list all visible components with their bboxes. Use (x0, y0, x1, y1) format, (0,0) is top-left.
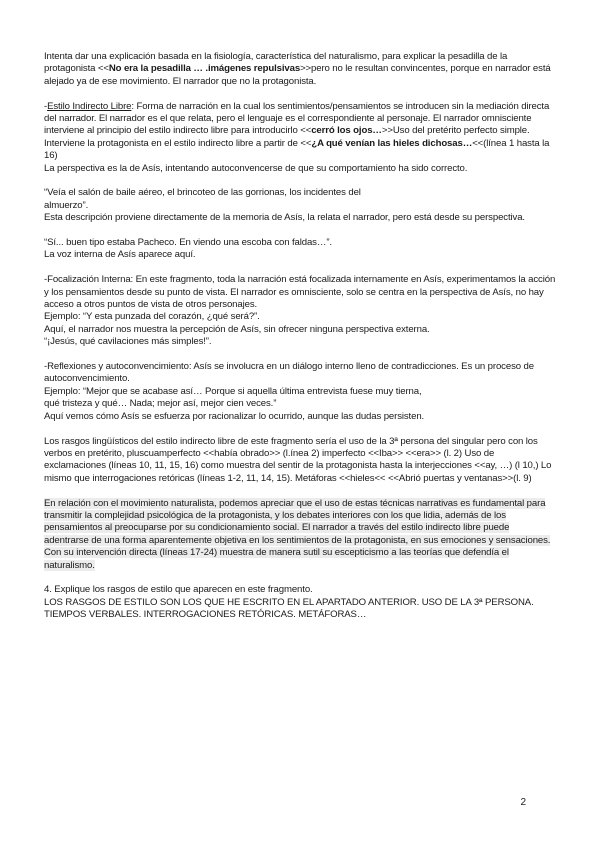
document-body (44, 51, 556, 622)
quote-salon-line2: almuerzo”. (44, 199, 89, 211)
highlighted-text: En relación con el movimiento naturalista, podemos apreciar que el uso de estas técnicas narrativas es fundamental para transmitir la complejidad psicológica de la protagonista, y los debates interiores con los que lidia, además de los pensamientos al preocuparse por su condicionamiento social. El narrador a través del estilo indirecto libre puede adentrarse de una forma aparentemente objetiva en los sentimientos de la protagonista, en sus emociones y sensaciones. Con su intervención directa (líneas 17-24) muestra de manera sutil su escepticismo a las teorías que defendía el naturalismo. (44, 497, 551, 571)
text-run: Intenta dar una explicación basada en la fisiología, característica del naturalismo, para explicar la pesadilla de la protagonista << (44, 51, 508, 75)
paragraph-reflexiones: -Reflexiones y autoconvencimiento: Asís se involucra en un diálogo interno lleno de contradicciones. Es un proceso de autoconvencimiento. (44, 361, 534, 385)
paragraph-estilo-indirecto-libre (44, 101, 556, 163)
paragraph-naturalism-physiology (44, 51, 556, 88)
example-line: Aquí, el narrador nos muestra la percepción de Asís, sin ofrecer ninguna perspectiva externa. (44, 323, 430, 335)
paragraph-rasgos-linguisticos: Los rasgos lingüísticos del estilo indirecto libre de este fragmento sería el uso de la 3ª persona del singular pero con los verbos en pretérito, pluscuamperfecto <<había obrado>> (l.ínea 2) imperfecto <<Iba>> <<era>> (l. 2) Uso de exclamaciones (líneas 10, 11, 15, 16) como muestra del sentir de la protagonista hasta la interjecciones <<ay, …) (l 10,) Lo mismo que interrogaciones retóricas (líneas 1-2, 11, 14, 15). Metáforas <<hieles<< <<Abrió puertas y ventanas>>(l. 9) (44, 435, 552, 484)
quote-bold: No era la pesadilla … .imágenes repulsivas (108, 63, 301, 75)
paragraph-perspectiva: La perspectiva es la de Asís, intentando autoconvencerse de que su comportamiento ha sido correcto. (44, 162, 468, 174)
text-run: <<(línea 1 hasta la 16) (44, 137, 550, 162)
example-line: Ejemplo: “Mejor que se acabase así… Porque si aquella última entrevista fuese muy tierna, (44, 385, 422, 397)
example-line: qué tristeza y qué… Nada; mejor así, mejor cien veces.” (44, 398, 277, 410)
text-run: - (44, 100, 48, 112)
question-4: 4. Explique los rasgos de estilo que aparecen en este fragmento. (44, 584, 313, 596)
quote-bold: cerró los ojos… (311, 125, 382, 137)
paragraph-focalizacion-interna: -Focalización Interna: En este fragmento, toda la narración está focalizada internamente en Asís, experimentamos la acción y los pensamientos desde su punto de vista. El narrador es omnisciente, solo se centra en la perspectiva de Asís, no hay acceso a otros puntos de vista de otros personajes. (44, 274, 556, 311)
text-run: >>pero no le resultan convincentes, porque en narrador está alejado ya de ese movimiento. El narrador que no la protagonista. (44, 63, 551, 87)
example-line: Aquí vemos cómo Asís se esfuerza por racionalizar lo ocurrido, aunque las dudas persisten. (44, 410, 425, 422)
paragraph-movimiento-naturalista (44, 498, 556, 572)
answer-4: LOS RASGOS DE ESTILO SON LOS QUE HE ESCRITO EN EL APARTADO ANTERIOR. USO DE LA 3ª PERSONA. TIEMPOS VERBALES. INTERROGACIONES RETÓRICAS. METÁFORAS… (44, 596, 534, 621)
quote-pacheco: “Sí... buen tipo estaba Pacheco. En viendo una escoba con faldas…”. (44, 237, 332, 249)
paragraph-descripcion-memoria: Esta descripción proviene directamente de la memoria de Asís, la relata el narrador, pero está desde su perspectiva. (44, 212, 525, 224)
paragraph-voz-interna: La voz interna de Asís aparece aquí. (44, 249, 196, 261)
page-number: 2 (520, 797, 526, 808)
text-run: >>Uso del pretérito perfecto simple. Interviene la protagonista en el estilo indirecto libre a partir de << (44, 125, 530, 149)
section-heading-estilo-indirecto-libre: Estilo Indirecto Libre (47, 100, 132, 112)
quote-bold: ¿A qué venían las hieles dichosas… (311, 137, 473, 149)
example-line: Ejemplo: “Y esta punzada del corazón, ¿qué será?”. (44, 311, 260, 323)
text-run: : Forma de narración en la cual los sentimientos/pensamientos se introducen sin la mediación directa del narrador. El narrador es el que relata, pero el lenguaje es el correspondiente al personaje. El narrador omnisciente interviene al principio del estilo indirecto libre para introducirlo << (44, 100, 550, 137)
quote-salon-line1: “Veía el salón de baile aéreo, el brincoteo de las gorrionas, los incidentes del (44, 187, 361, 199)
example-line: “¡Jesús, qué cavilaciones más simples!”. (44, 336, 212, 348)
